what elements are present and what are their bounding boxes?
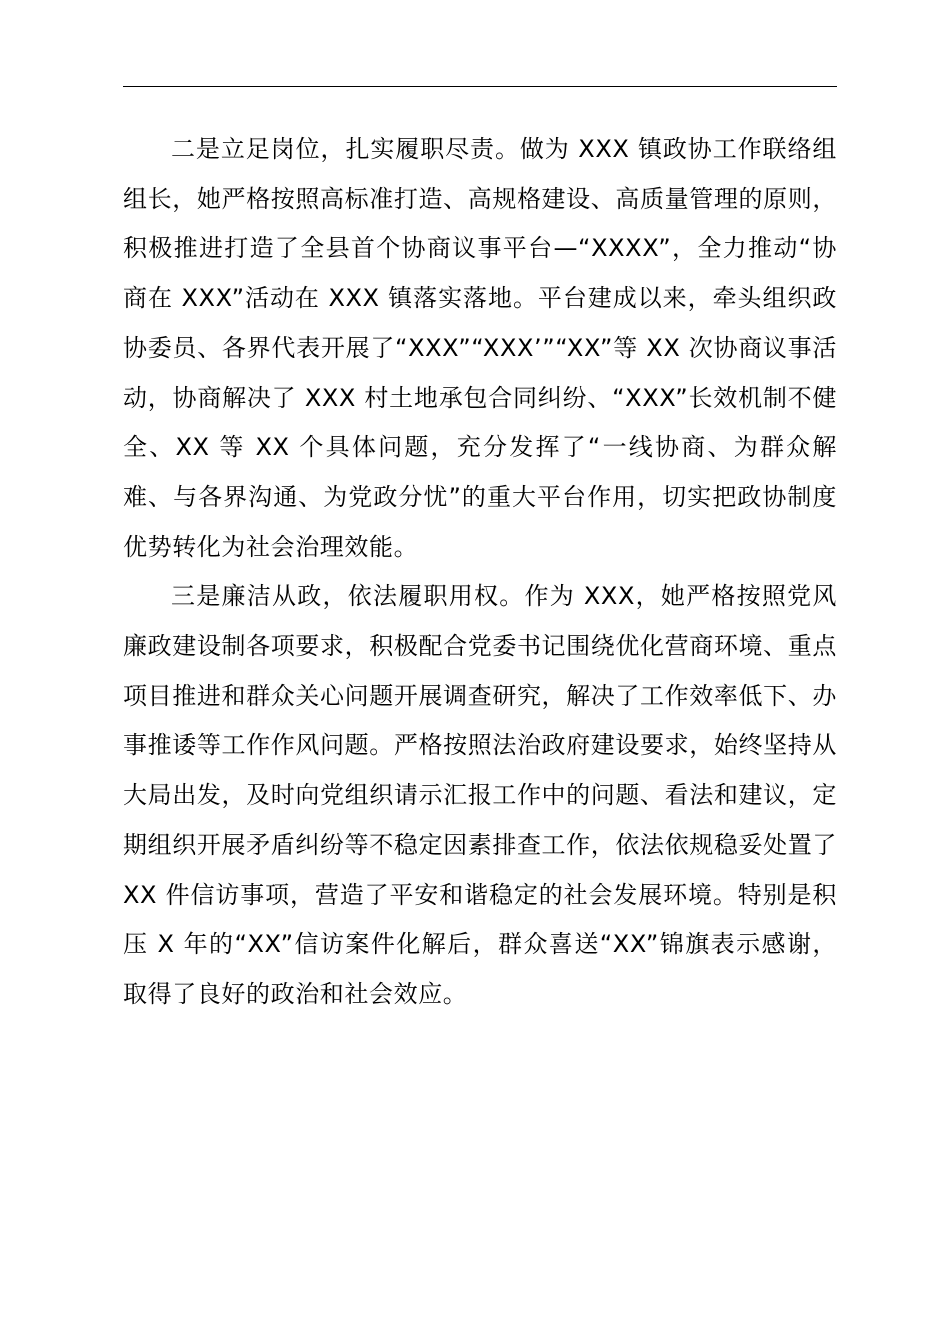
paragraph-duties: 二是立足岗位，扎实履职尽责。做为 XXX 镇政协工作联络组组长，她严格按照高标准打造、高规格建设、高质量管理的原则，积极推进打造了全县首个协商议事平台—“XXXX”，全力推动“协商在 XXX”活动在 XXX 镇落实落地。平台建成以来，牵头组织政协委员、各界代表开展了“XXX”“XXX’”“XX”等 XX 次协商议事活动，协商解决了 XXX 村土地承包合同纠纷、“XXX”长效机制不健全、XX 等 XX 个具体问题，充分发挥了“一线协商、为群众解难、与各界沟通、为党政分忧”的重大平台作用，切实把政协制度优势转化为社会治理效能。 xyxy=(123,135,837,561)
header-rule xyxy=(123,86,837,87)
paragraph-integrity: 三是廉洁从政，依法履职用权。作为 XXX，她严格按照党风廉政建设制各项要求，积极配合党委书记围绕优化营商环境、重点项目推进和群众关心问题开展调查研究，解决了工作效率低下、办事推诿等工作作风问题。严格按照法治政府建设要求，始终坚持从大局出发，及时向党组织请示汇报工作中的问题、看法和建议，定期组织开展矛盾纠纷等不稳定因素排查工作，依法依规稳妥处置了 XX 件信访事项，营造了平安和谐稳定的社会发展环境。特别是积压 X 年的“XX”信访案件化解后，群众喜送“XX”锦旗表示感谢，取得了良好的政治和社会效应。 xyxy=(123,582,837,1008)
document-body xyxy=(123,125,837,1020)
